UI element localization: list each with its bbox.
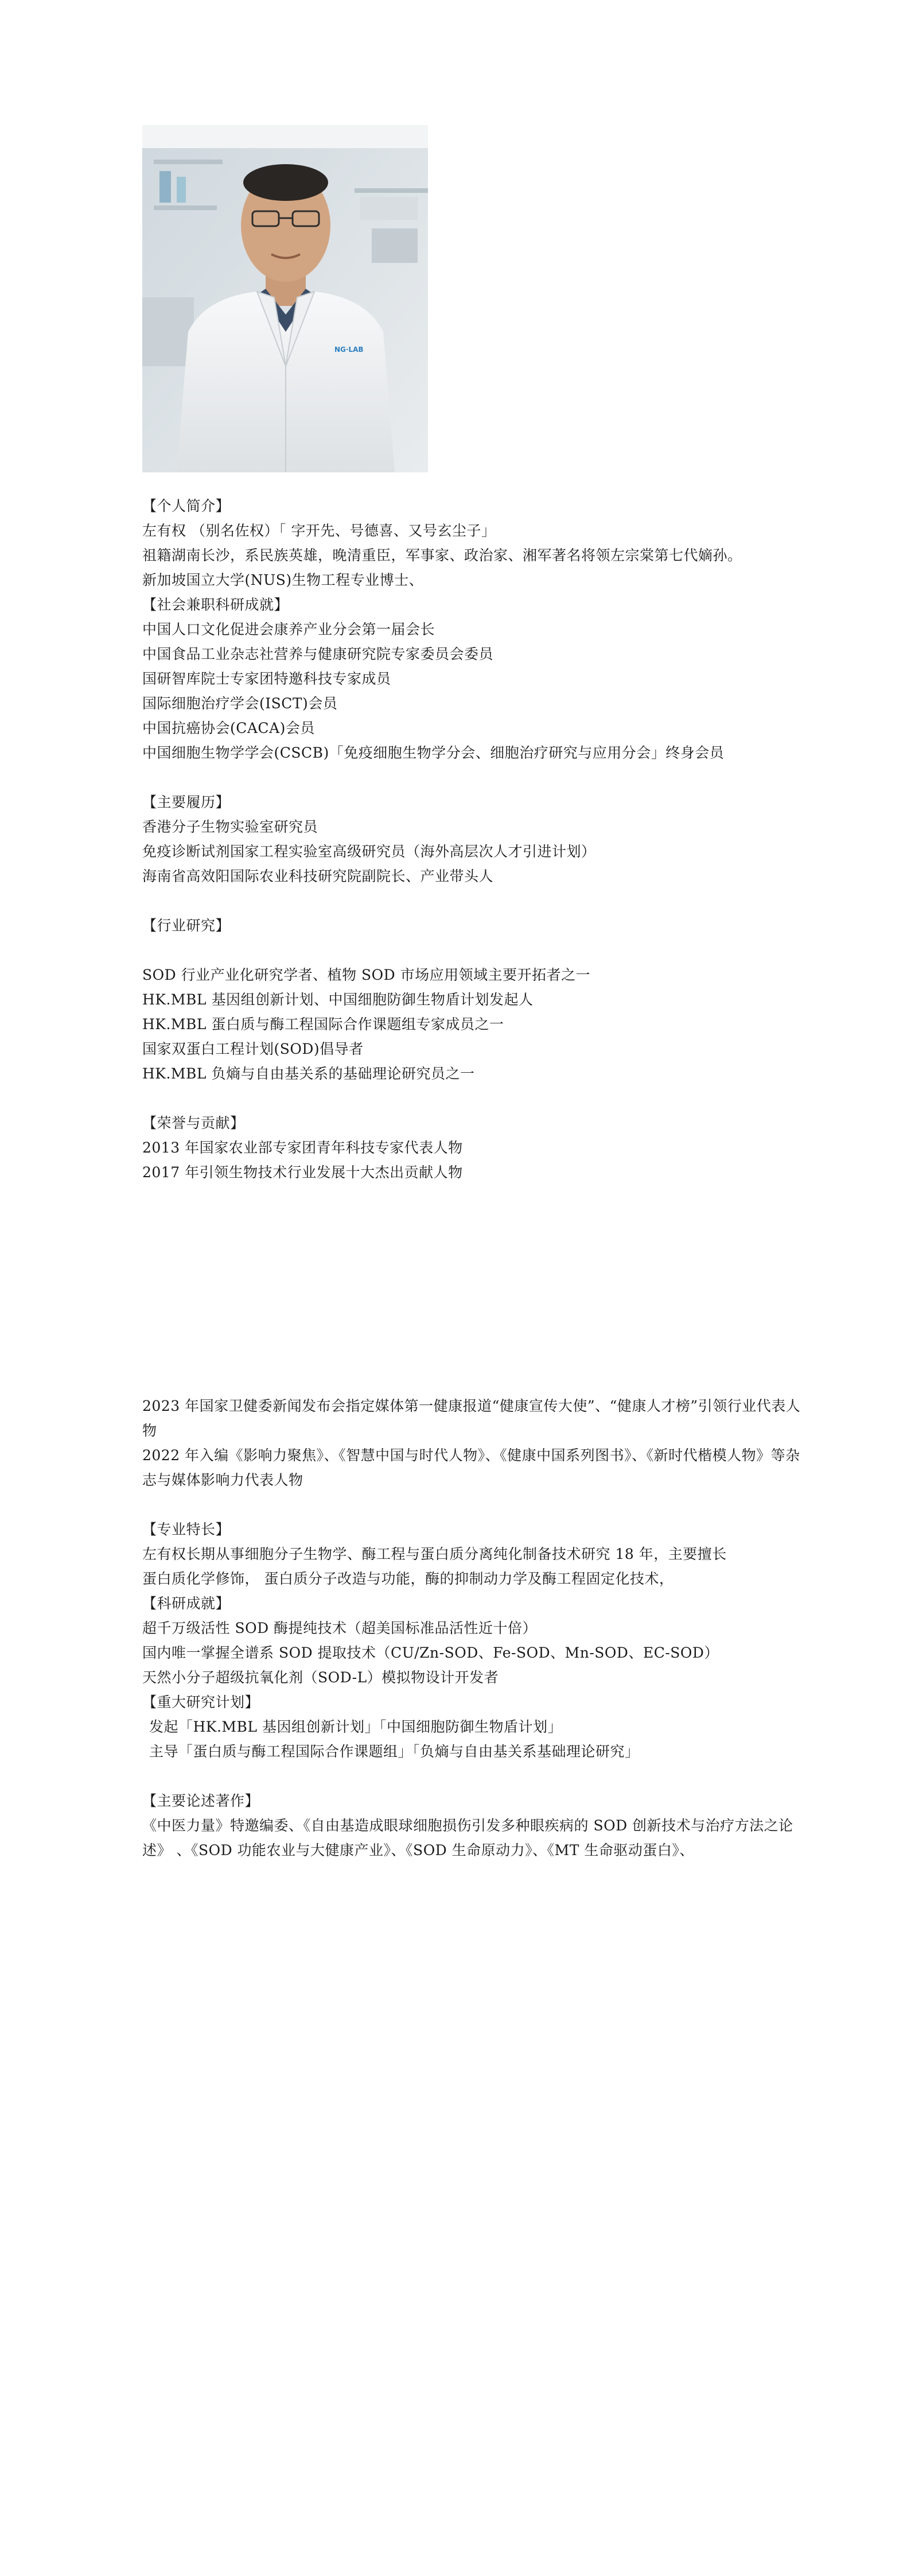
- social-line: 中国抗癌协会(CACA)会员: [142, 720, 315, 736]
- projects-line: 发起「HK.MBL 基因组创新计划」「中国细胞防御生物盾计划」: [149, 1718, 562, 1735]
- profile-line: 祖籍湖南长沙，系民族英雄，晚清重臣，军事家、政治家、湘军著名将领左宗棠第七代嫡孙。: [142, 547, 742, 564]
- honors-heading: 【荣誉与贡献】: [142, 1115, 245, 1131]
- social-line: 国际细胞治疗学会(ISCT)会员: [142, 695, 338, 712]
- portrait-illustration: [142, 125, 428, 472]
- industry-line: 国家双蛋白工程计划(SOD)倡导者: [142, 1041, 364, 1057]
- expertise-heading: 【专业特长】: [142, 1521, 231, 1538]
- industry-line: HK.MBL 负熵与自由基关系的基础理论研究员之一: [142, 1065, 475, 1082]
- honors-line: 2013 年国家农业部专家团青年科技专家代表人物: [142, 1139, 463, 1156]
- achievements-heading: 【科研成就】: [142, 1595, 231, 1612]
- achievements-line: 国内唯一掌握全谱系 SOD 提取技术（CU/Zn-SOD、Fe-SOD、Mn-SOD、EC-SOD）: [142, 1644, 719, 1661]
- expertise-line: 蛋白质化学修饰， 蛋白质分子改造与功能，酶的抑制动力学及酶工程固定化技术，: [142, 1570, 674, 1587]
- social-line: 中国人口文化促进会康养产业分会第一届会长: [142, 621, 435, 638]
- honors-line: 2022 年入编《影响力聚焦》、《智慧中国与时代人物》、《健康中国系列图书》、《新时代楷模人物》等杂志与媒体影响力代表人物: [142, 1447, 800, 1488]
- career-line: 香港分子生物实验室研究员: [142, 818, 318, 835]
- career-heading: 【主要履历】: [142, 794, 231, 810]
- profile-heading: 【个人简介】: [142, 498, 231, 514]
- career-line: 免疫诊断试剂国家工程实验室高级研究员（海外高层次人才引进计划）: [142, 843, 596, 860]
- honors-line: 2017 年引领生物技术行业发展十大杰出贡献人物: [142, 1164, 463, 1181]
- honors-line: 2023 年国家卫健委新闻发布会指定媒体第一健康报道“健康宣传大使”、“健康人才榜”引领行业代表人物: [142, 1398, 801, 1439]
- social-line: 中国食品工业杂志社营养与健康研究院专家委员会委员: [142, 646, 494, 662]
- svg-text:NG·LAB: NG·LAB: [334, 346, 364, 354]
- social-heading: 【社会兼职科研成就】: [142, 596, 289, 613]
- works-heading: 【主要论述著作】: [142, 1793, 260, 1809]
- expertise-line: 左有权长期从事细胞分子生物学、酶工程与蛋白质分离纯化制备技术研究 18 年，主要擅长: [142, 1546, 727, 1562]
- portrait-photo: [142, 125, 428, 472]
- social-line: 中国细胞生物学学会(CSCB)「免疫细胞生物学分会、细胞治疗研究与应用分会」终身会员: [142, 744, 725, 761]
- profile-line: 新加坡国立大学(NUS)生物工程专业博士、: [142, 572, 424, 588]
- profile-line: 左有权 （别名佐权）「 字开先、号德喜、又号玄尘子」: [142, 522, 496, 539]
- profile-section: [142, 494, 802, 1185]
- industry-line: HK.MBL 基因组创新计划、中国细胞防御生物盾计划发起人: [142, 991, 534, 1008]
- career-line: 海南省高效阳国际农业科技研究院副院长、产业带头人: [142, 868, 494, 884]
- projects-line: 主导「蛋白质与酶工程国际合作课题组」「负熵与自由基关系基础理论研究」: [149, 1743, 640, 1760]
- industry-heading: 【行业研究】: [142, 917, 231, 934]
- social-line: 国研智库院士专家团特邀科技专家成员: [142, 670, 391, 687]
- projects-heading: 【重大研究计划】: [142, 1694, 260, 1710]
- industry-line: HK.MBL 蛋白质与酶工程国际合作课题组专家成员之一: [142, 1016, 504, 1033]
- achievements-line: 天然小分子超级抗氧化剂（SOD-L）模拟物设计开发者: [142, 1669, 499, 1686]
- coat-badge-logo: [334, 346, 364, 354]
- industry-line: SOD 行业产业化研究学者、植物 SOD 市场应用领域主要开拓者之一: [142, 967, 591, 983]
- honors-continued-section: [142, 1394, 802, 1863]
- works-line: 《中医力量》特邀编委、《自由基造成眼球细胞损伤引发多种眼疾病的 SOD 创新技术与治疗方法之论述》 、《SOD 功能农业与大健康产业》、《SOD 生命原动力》、《MT 生命驱动蛋白》、: [142, 1817, 793, 1859]
- achievements-line: 超千万级活性 SOD 酶提纯技术（超美国标准品活性近十倍）: [142, 1620, 538, 1636]
